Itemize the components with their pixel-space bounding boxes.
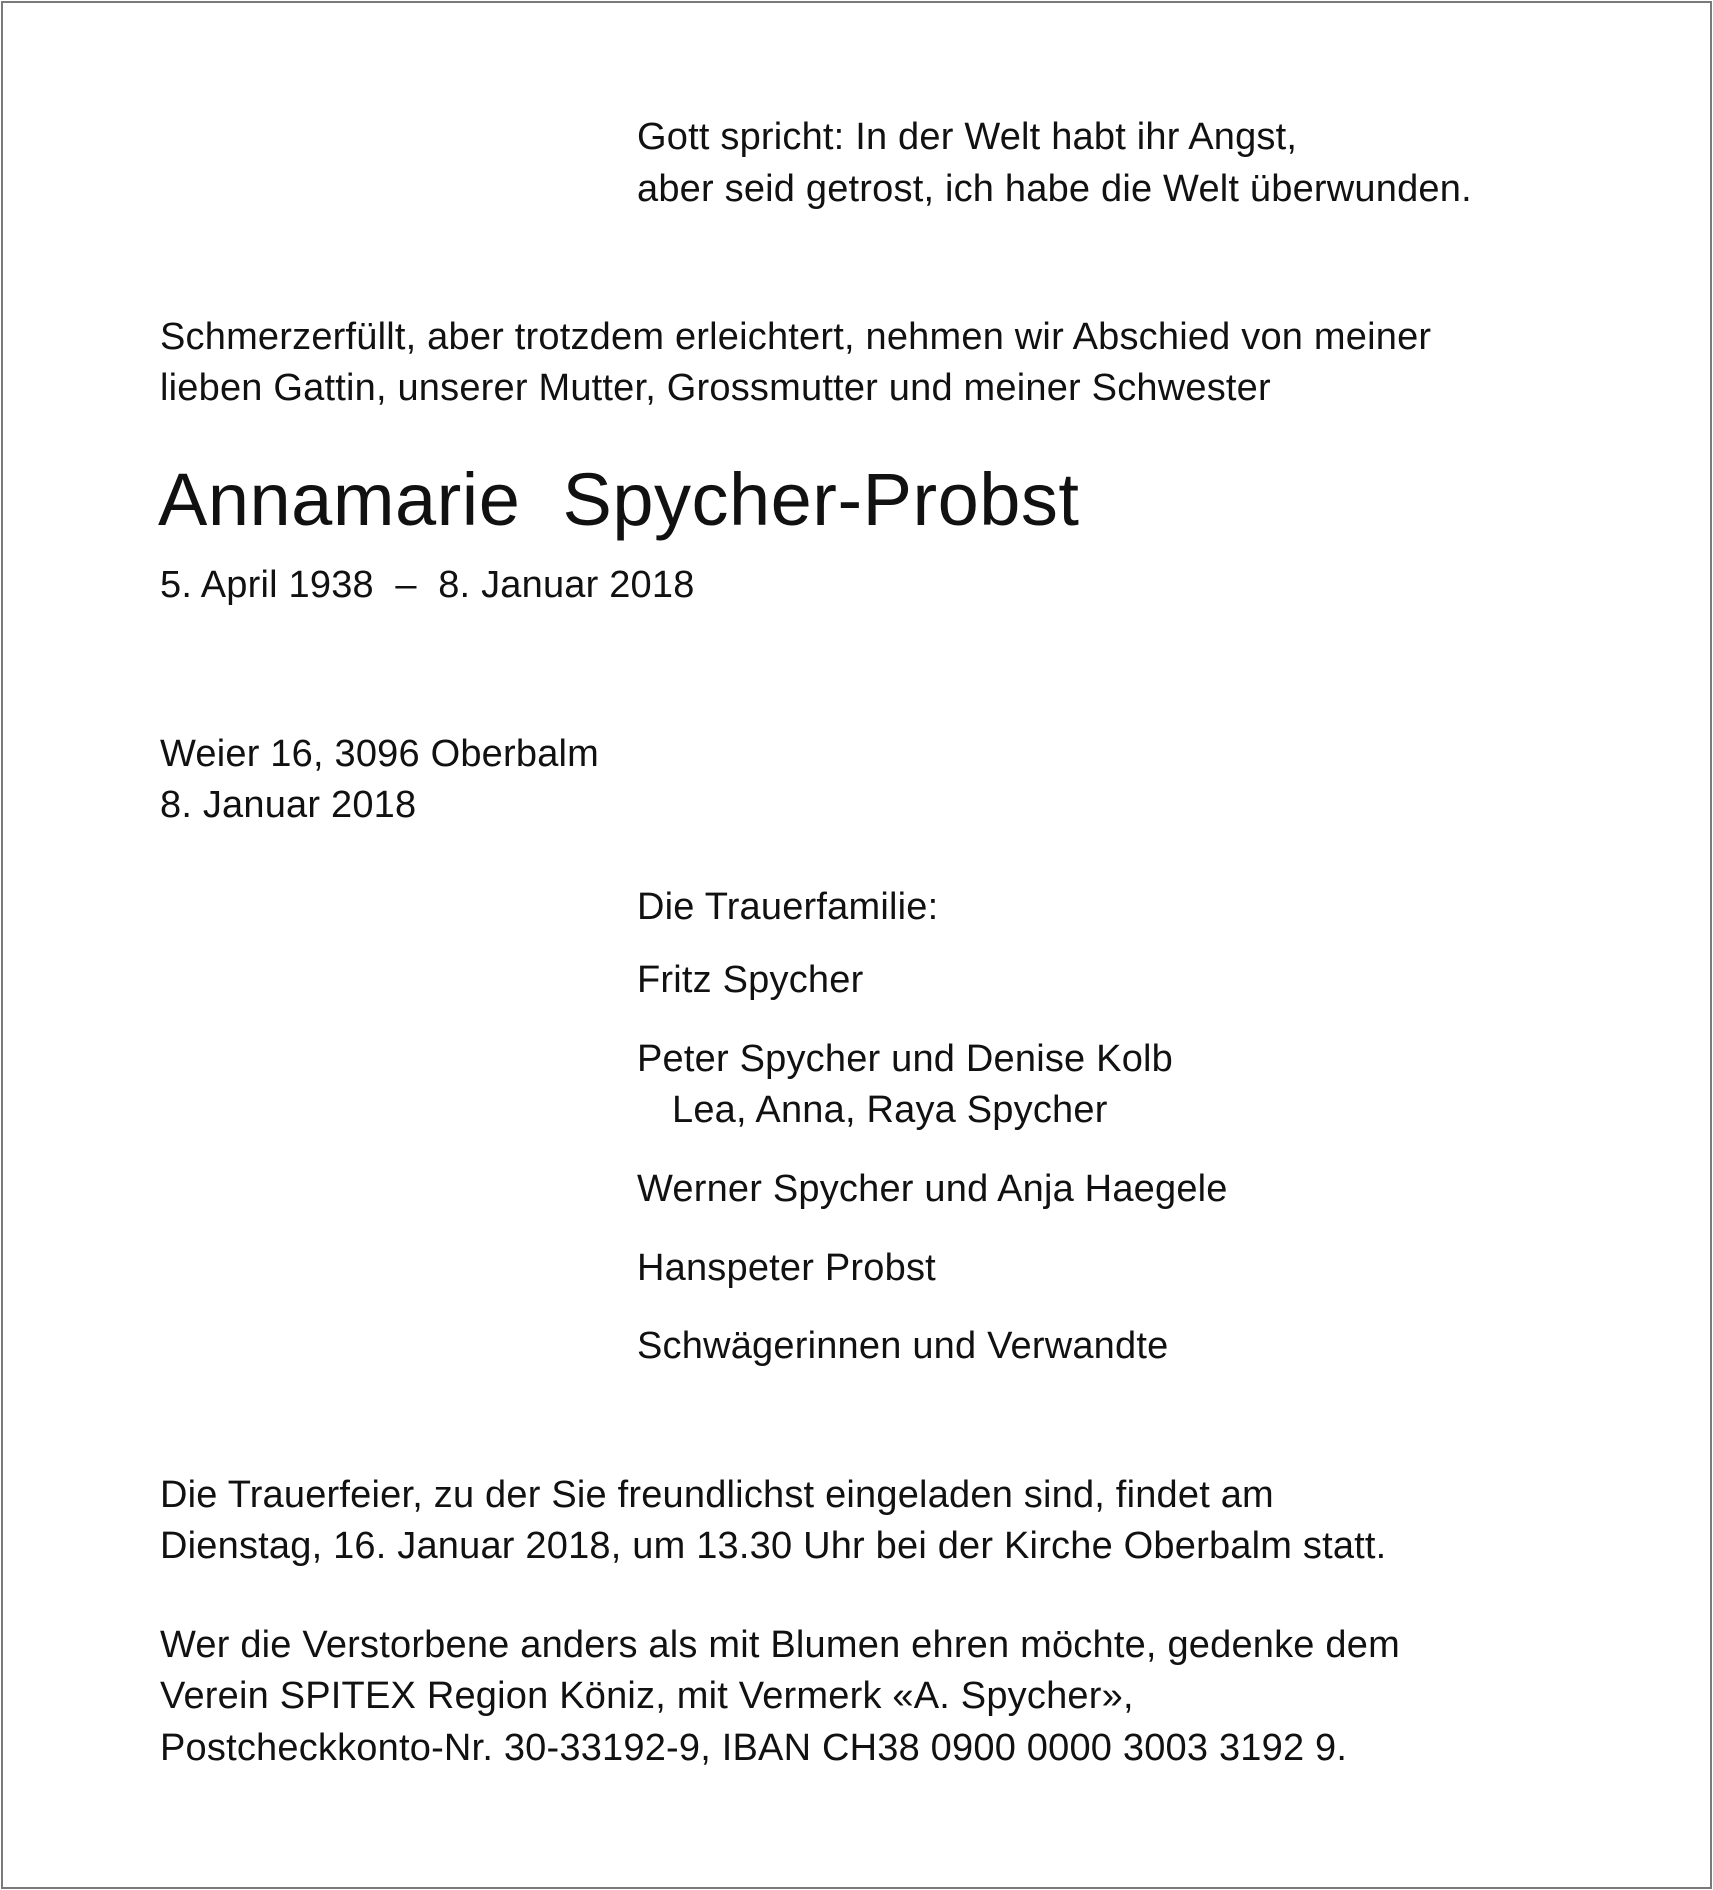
bible-quote-line-2: aber seid getrost, ich habe die Welt überwunden. bbox=[637, 168, 1472, 210]
family-entry: Hanspeter Probst bbox=[637, 1247, 936, 1289]
notice-date: 8. Januar 2018 bbox=[160, 784, 417, 826]
donation-line-1: Wer die Verstorbene anders als mit Blumen ehren möchte, gedenke dem bbox=[160, 1624, 1400, 1666]
family-entry: Werner Spycher und Anja Haegele bbox=[637, 1168, 1228, 1210]
family-entry-grandchildren: Lea, Anna, Raya Spycher bbox=[672, 1089, 1108, 1131]
intro-line-1: Schmerzerfüllt, aber trotzdem erleichtert, nehmen wir Abschied von meiner bbox=[160, 316, 1432, 358]
donation-line-2: Verein SPITEX Region Köniz, mit Vermerk «A. Spycher», bbox=[160, 1675, 1134, 1717]
family-entry: Peter Spycher und Denise Kolb bbox=[637, 1038, 1174, 1080]
address: Weier 16, 3096 Oberbalm bbox=[160, 733, 600, 775]
family-heading: Die Trauerfamilie: bbox=[637, 886, 939, 928]
family-entry: Schwägerinnen und Verwandte bbox=[637, 1325, 1169, 1367]
ceremony-line-2: Dienstag, 16. Januar 2018, um 13.30 Uhr bei der Kirche Oberbalm statt. bbox=[160, 1525, 1387, 1567]
bible-quote-line-1: Gott spricht: In der Welt habt ihr Angst, bbox=[637, 116, 1298, 158]
donation-line-3: Postcheckkonto-Nr. 30-33192-9, IBAN CH38 0900 0000 3003 3192 9. bbox=[160, 1727, 1348, 1769]
ceremony-line-1: Die Trauerfeier, zu der Sie freundlichst eingeladen sind, findet am bbox=[160, 1474, 1274, 1516]
life-dates: 5. April 1938 – 8. Januar 2018 bbox=[160, 564, 695, 606]
deceased-name: Annamarie Spycher-Probst bbox=[158, 458, 1080, 541]
obituary-notice bbox=[1, 1, 1712, 1889]
family-entry: Fritz Spycher bbox=[637, 959, 864, 1001]
intro-line-2: lieben Gattin, unserer Mutter, Grossmutter und meiner Schwester bbox=[160, 367, 1271, 409]
